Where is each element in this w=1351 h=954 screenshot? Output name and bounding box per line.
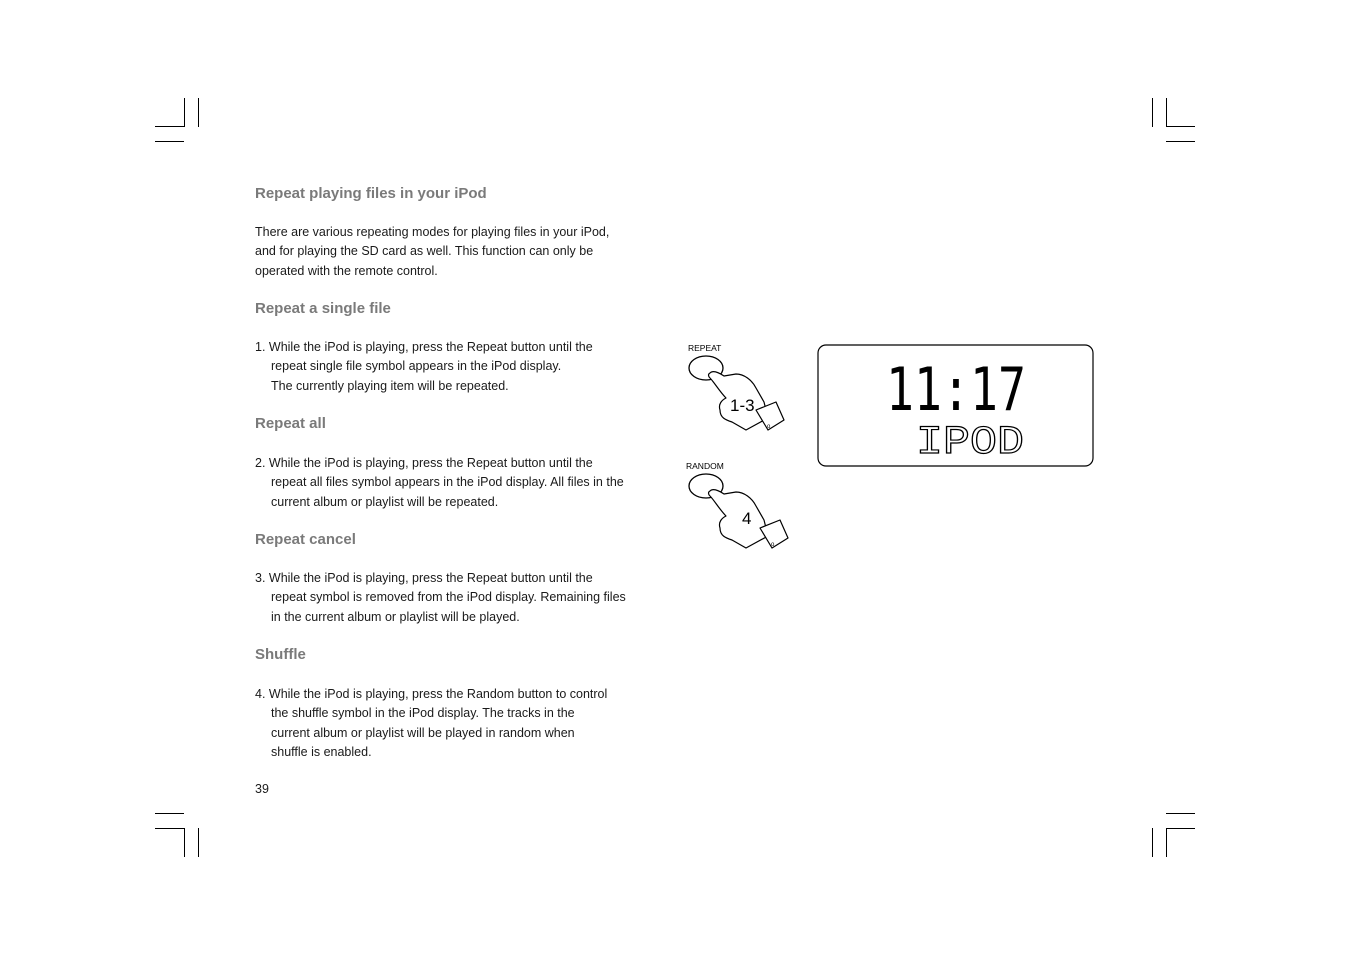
crop-mark — [198, 98, 199, 127]
intro-line: There are various repeating modes for playing files in your iPod, — [255, 225, 610, 239]
step-line: repeat symbol is removed from the iPod display. Remaining files — [271, 590, 626, 605]
lcd-time-readout: 11:17 — [886, 355, 1026, 425]
intro-line: and for playing the SD card as well. This function can only be — [255, 244, 594, 259]
heading-repeat-single: Repeat a single file — [255, 300, 391, 317]
step-line: current album or playlist will be played in random when — [271, 725, 575, 740]
hand-mark: o — [767, 424, 771, 430]
crop-mark — [1166, 828, 1167, 857]
heading-repeat-cancel: Repeat cancel — [255, 531, 356, 548]
crop-mark — [184, 98, 185, 127]
crop-mark — [155, 828, 184, 829]
crop-mark — [184, 828, 185, 857]
step-4-paragraph — [255, 685, 655, 762]
step-2-paragraph — [255, 454, 655, 512]
page-number: 39 — [255, 782, 269, 796]
crop-mark — [155, 141, 184, 142]
crop-mark — [1166, 98, 1167, 127]
intro-line: operated with the remote control. — [255, 263, 438, 278]
crop-mark — [1152, 828, 1153, 857]
step-line: 2. While the iPod is playing, press the Repeat button until the — [255, 456, 593, 470]
repeat-button-figure — [680, 338, 790, 438]
step-line: repeat all files symbol appears in the iPod display. All files in the — [271, 475, 624, 490]
lcd-display — [816, 344, 1096, 468]
page-title: Repeat playing files in your iPod — [255, 185, 487, 202]
random-button-label: RANDOM — [686, 461, 724, 471]
step-line: repeat single file symbol appears in the iPod display. — [271, 359, 562, 374]
step-line: The currently playing item will be repeated. — [271, 378, 509, 393]
crop-mark — [1166, 141, 1195, 142]
step-line: current album or playlist will be repeated. — [271, 494, 499, 509]
step-3-paragraph — [255, 569, 655, 627]
crop-mark — [1166, 828, 1195, 829]
step-line: shuffle is enabled. — [271, 744, 372, 759]
crop-mark — [155, 126, 184, 127]
step-line: 4. While the iPod is playing, press the Random button to control — [255, 687, 608, 701]
crop-mark — [1152, 98, 1153, 127]
crop-mark — [155, 813, 184, 814]
lcd-source-readout: IPOD — [916, 421, 1024, 466]
step-line: 3. While the iPod is playing, press the Repeat button until the — [255, 571, 593, 585]
heading-shuffle: Shuffle — [255, 646, 306, 663]
heading-repeat-all: Repeat all — [255, 415, 326, 432]
crop-mark — [198, 828, 199, 857]
hand-mark: o — [771, 542, 775, 548]
intro-paragraph — [255, 223, 655, 281]
repeat-button-label: REPEAT — [688, 343, 722, 353]
step-line: in the current album or playlist will be played. — [271, 609, 520, 624]
step-line: the shuffle symbol in the iPod display. The tracks in the — [271, 706, 575, 721]
step-line: 1. While the iPod is playing, press the Repeat button until the — [255, 340, 593, 354]
random-button-figure — [680, 456, 790, 556]
crop-mark — [1166, 813, 1195, 814]
crop-mark — [1166, 126, 1195, 127]
random-steps-label: 4 — [742, 509, 752, 528]
step-1-paragraph — [255, 338, 655, 396]
repeat-steps-label: 1-3 — [730, 396, 755, 415]
